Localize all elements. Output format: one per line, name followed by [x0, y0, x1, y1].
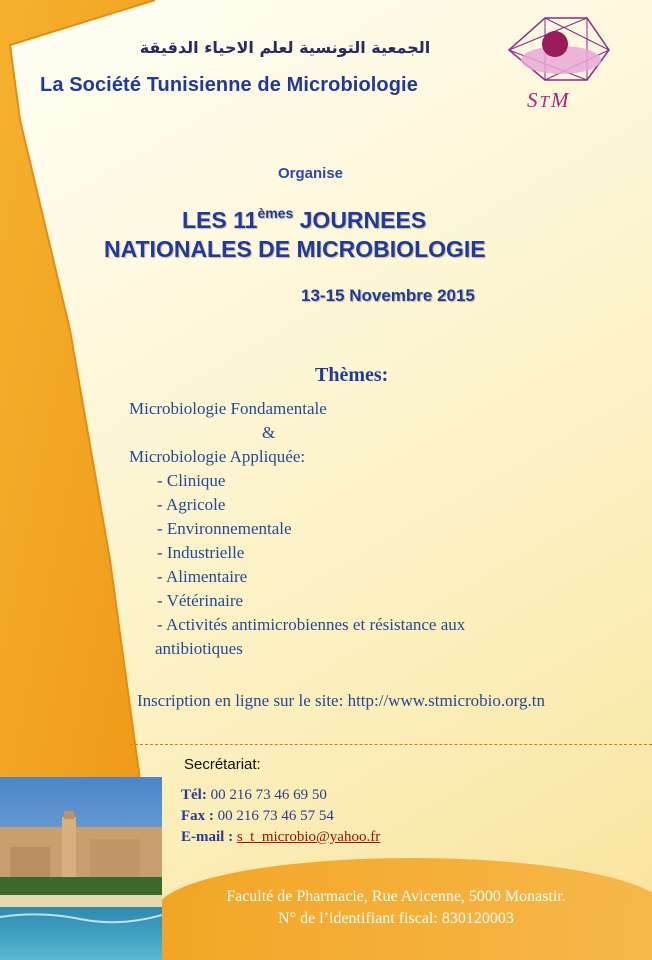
themes-heading: Thèmes:: [315, 364, 389, 386]
section-divider: [130, 744, 652, 745]
fiscal-id-line: N° de l’identifiant fiscal: 830120003: [278, 910, 514, 927]
theme-subitem: - Clinique: [157, 471, 226, 490]
theme-item: &: [262, 423, 276, 442]
event-dates: 13-15 Novembre 2015: [301, 286, 475, 305]
theme-subitem: - Industrielle: [157, 543, 245, 562]
theme-subitem: - Alimentaire: [157, 567, 248, 586]
theme-subitem: - Agricole: [157, 495, 226, 514]
event-title-line2: NATIONALES DE MICROBIOLOGIE: [104, 236, 486, 262]
society-name: La Société Tunisienne de Microbiologie: [40, 74, 418, 96]
arabic-society-name: الجمعية التونسية لعلم الاحياء الدقيقة: [139, 38, 431, 57]
phone-line: Tél: 00 216 73 46 69 50: [181, 787, 327, 803]
theme-item: Microbiologie Fondamentale: [129, 399, 327, 418]
monastir-photo: [0, 777, 162, 960]
fax-line: Fax : 00 216 73 46 57 54: [181, 808, 334, 824]
inscription-text: Inscription en ligne sur le site: http://www.stmicrobio.org.tn: [137, 691, 545, 710]
email-line: E-mail : s_t_microbio@yahoo.fr: [181, 829, 381, 845]
secretariat-label: Secrétariat:: [184, 756, 261, 773]
address-line: Faculté de Pharmacie, Rue Avicenne, 5000 Monastir.: [226, 888, 566, 905]
theme-subitem: - Environnementale: [157, 519, 292, 538]
footer-address: [176, 886, 616, 930]
theme-item: Microbiologie Appliquée:: [129, 447, 306, 466]
event-title-line1: LES 11èmes JOURNEES: [182, 205, 427, 233]
organise-label: Organise: [278, 165, 344, 182]
theme-subitem-continued: antibiotiques: [155, 639, 243, 658]
theme-subitem: - Activités antimicrobiennes et résistance aux: [157, 615, 466, 634]
stm-logo-text: STM: [527, 88, 571, 112]
email-link[interactable]: s_t_microbio@yahoo.fr: [236, 829, 381, 845]
theme-subitem: - Vétérinaire: [157, 591, 244, 610]
themes-list: [129, 397, 465, 661]
contact-block: [181, 785, 380, 848]
